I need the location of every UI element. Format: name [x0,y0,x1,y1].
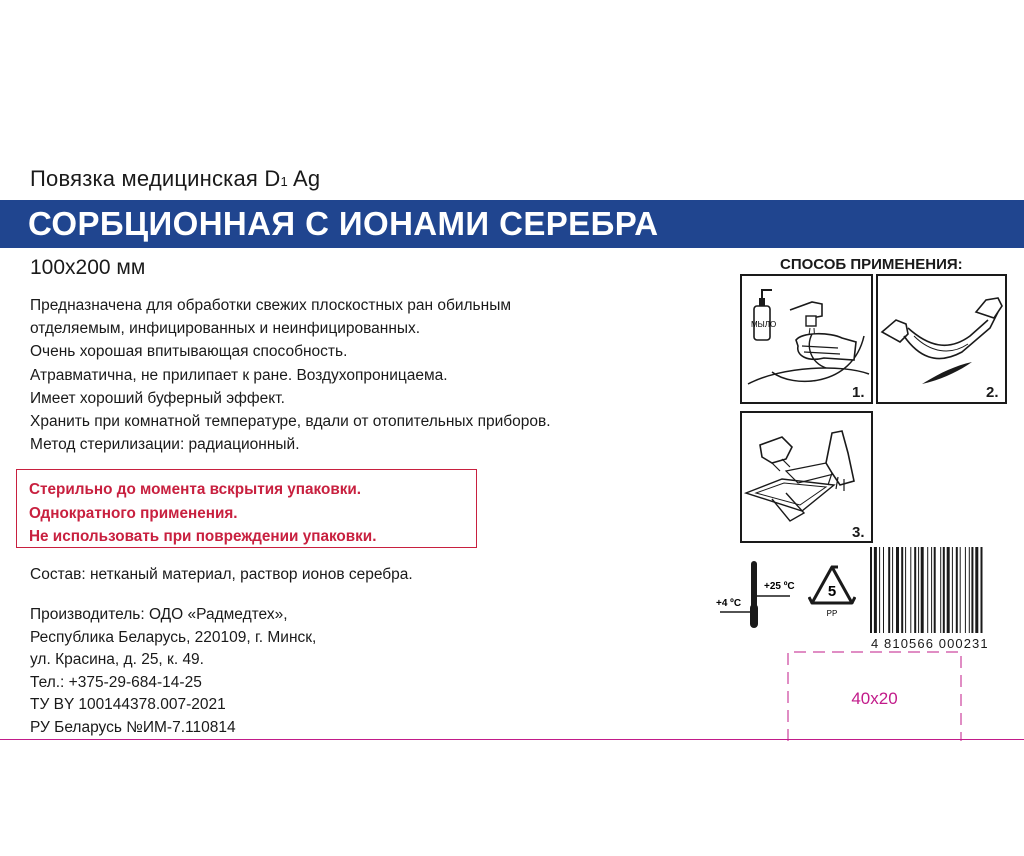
recycling-material: PP [826,609,838,618]
warning-line: Стерильно до момента вскрытия упаковки. [29,481,362,498]
product-subscript: 1 [280,174,288,189]
soap-label: МЫЛО [751,320,777,329]
barcode-digits: 4 810566 000231 [871,636,989,651]
trim-line [0,739,1024,740]
sticker-placeholder [787,651,962,741]
description-line: Предназначена для обработки свежих плоскостных ран обильным [30,297,511,314]
step-3-panel [740,411,873,543]
sticker-size-label: 40x20 [851,689,898,708]
manufacturer-line: ТУ BY 100144378.007-2021 [30,696,226,714]
step-number: 3. [852,524,865,541]
method-title: СПОСОБ ПРИМЕНЕНИЯ: [780,256,963,273]
description-line: Имеет хороший буферный эффект. [30,389,285,407]
product-size: 100x200 мм [30,256,146,279]
manufacturer-line: РУ Беларусь №ИМ-7.110814 [30,718,236,736]
composition: Состав: нетканый материал, раствор ионов серебра. [30,566,413,583]
temperature-max: +25 ºC [764,581,795,592]
product-name: Повязка медицинская D [30,166,281,191]
product-suffix: Ag [287,166,321,191]
step-1-panel [740,274,873,404]
description-line: Хранить при комнатной температуре, вдали от отопительных приборов. [30,413,551,431]
description-line: отделяемым, инфицированных и неинфицированных. [30,320,421,338]
title-banner [0,200,1024,248]
manufacturer-line: Республика Беларусь, 220109, г. Минск, [30,628,317,646]
manufacturer-block [30,604,316,740]
product-title [30,166,320,192]
step-number: 2. [986,384,999,401]
temperature-min: +4 ºC [716,598,742,609]
step-number: 1. [852,384,865,401]
manufacturer-line: Тел.: +375-29-684-14-25 [30,673,202,691]
warning-box [16,469,477,548]
warning-line: Не использовать при повреждении упаковки. [29,528,377,545]
step-2-panel [876,274,1007,404]
fix-bandage-icon [742,413,871,541]
storage-temperature-icon [712,556,802,632]
recycling-icon [808,563,856,621]
manufacturer-line: Производитель: ОДО «Радмедтех», [30,606,288,623]
banner-text: СОРБЦИОННАЯ С ИОНАМИ СЕРЕБРА [28,205,659,242]
description-line: Атравматична, не прилипает к ране. Воздухопроницаема. [30,366,448,384]
description [30,294,551,456]
description-line: Метод стерилизации: радиационный. [30,436,300,454]
warning-line: Однократного применения. [29,504,238,522]
recycling-code: 5 [827,583,837,600]
description-line: Очень хорошая впитывающая способность. [30,343,348,361]
manufacturer-line: ул. Красина, д. 25, к. 49. [30,651,204,669]
barcode [870,547,1024,633]
